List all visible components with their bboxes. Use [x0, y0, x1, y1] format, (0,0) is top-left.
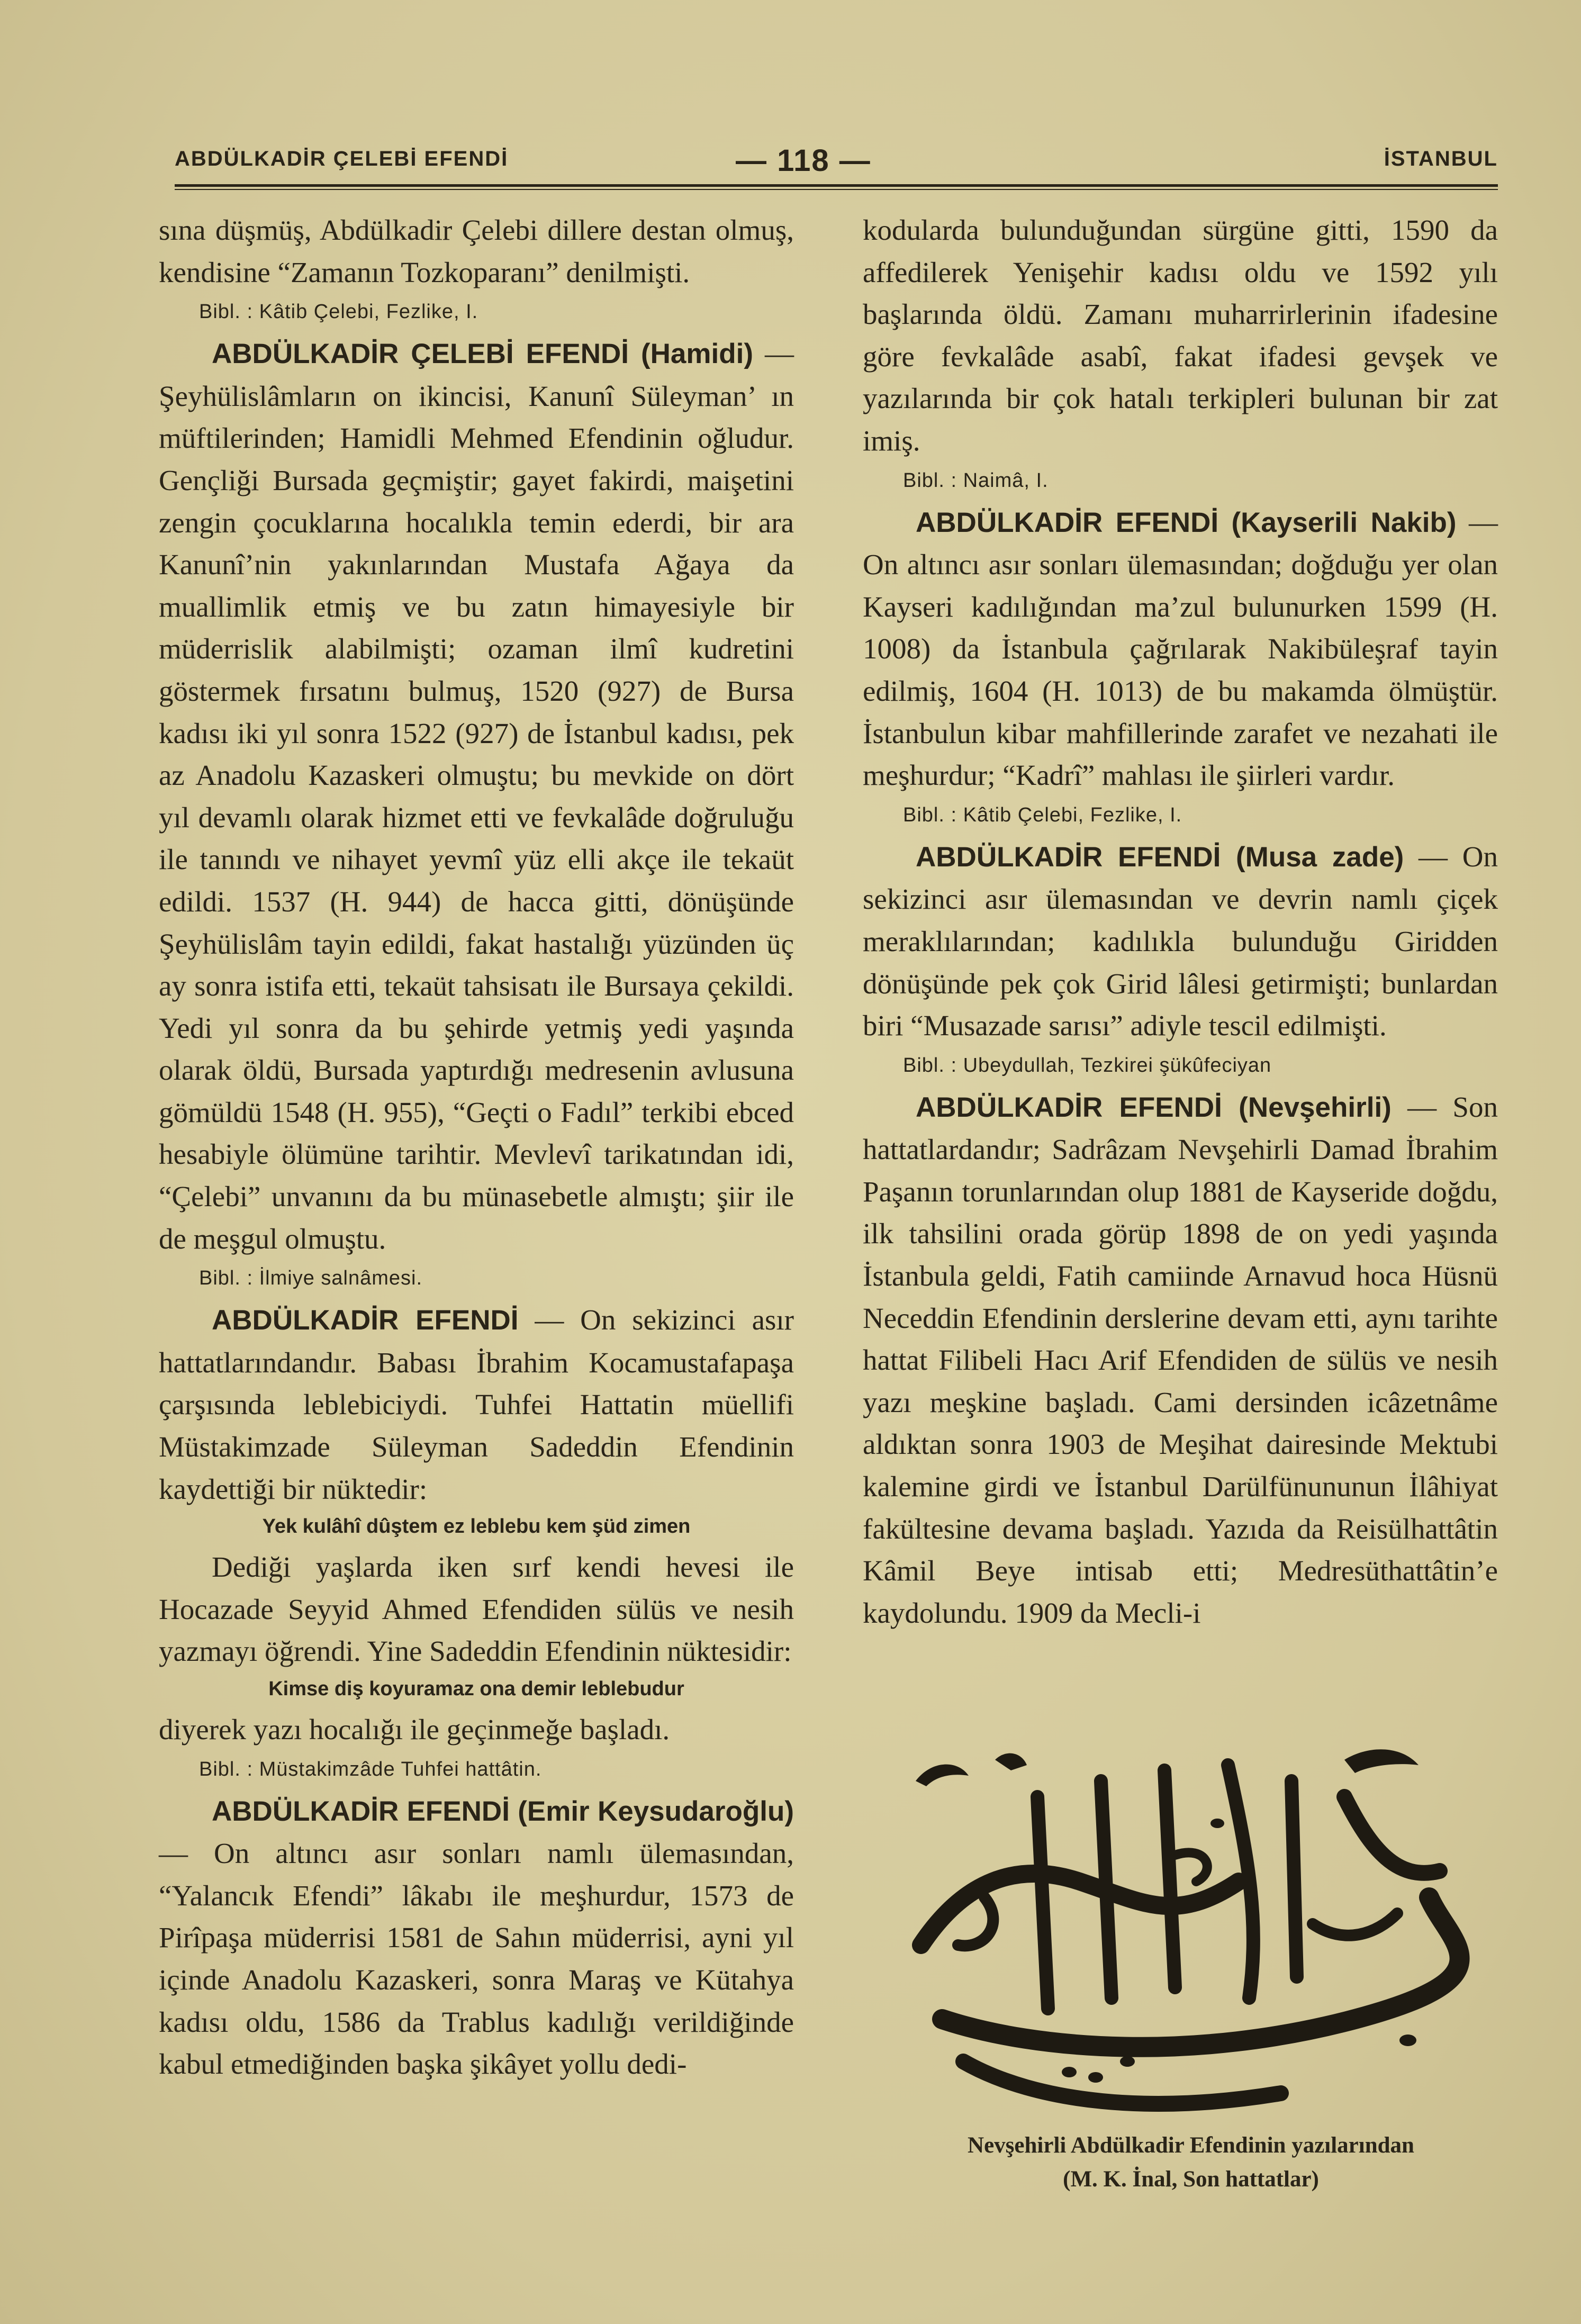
continued-paragraph: sına düşmüş, Abdülkadir Çelebi dillere destan olmuş, kendisine “Zamanın Tozkoparanı” denilmişti. — [159, 214, 794, 288]
bibliography: Bibl. : İlmiye salnâmesi. — [199, 1267, 423, 1290]
entry-heading: ABDÜLKADİR EFENDİ (Emir Keysudaroğlu) — [212, 1795, 794, 1827]
entry-heading: ABDÜLKADİR ÇELEBİ EFENDİ (Hamidi) — [212, 338, 753, 370]
verse-quote: Yek kulâhî dûştem ez leblebu kem şüd zimen — [262, 1515, 691, 1538]
header-rule-thin — [175, 189, 1498, 190]
left-column — [159, 209, 794, 2085]
entry-abdulkadir-emir — [159, 1790, 794, 2085]
entry-abdulkadir-kayserili — [863, 501, 1498, 797]
bibliography: Bibl. : Ubeydullah, Tezkirei şükûfeciyan — [903, 1054, 1272, 1077]
entry-heading: ABDÜLKADİR EFENDİ (Musa zade) — [916, 841, 1404, 873]
entry-abdulkadir-musazade — [863, 836, 1498, 1047]
caption-line: Nevşehirli Abdülkadir Efendinin yazılarından — [968, 2133, 1414, 2158]
verse-quote: Kimse diş koyuramaz ona demir leblebudur — [268, 1678, 684, 1700]
entry-text: — On altıncı asır sonları ülemasından; doğduğu yer olan Kayseri kadılığından ma’zul bulunurken 1599 (H. 1008) da İstanbula çağrılarak Nakibüleşraf tayin edilmiş, 1604 (H. 1013) de bu makamda ölmüştür. İstanbulun kibar mahfillerinde zarafet ve nezahati ile meşhurdur; “Kadrî” mahlası ile şiirleri vardır. — [863, 505, 1498, 792]
right-column — [863, 209, 1498, 1634]
caption-source: (M. K. İnal, Son hattatlar) — [1063, 2167, 1319, 2192]
calligraphy-image — [879, 1723, 1487, 2125]
entry-text-continued: diyerek yazı hocalığı ile geçinmeğe başladı. — [159, 1713, 670, 1746]
header-section: İSTANBUL — [1384, 147, 1498, 170]
continued-paragraph: kodularda bulunduğundan sürgüne gitti, 1590 da affedilerek Yenişehir kadısı oldu ve 1592 yılı başlarında öldü. Zamanı muharrirlerinin ifadesine göre fevkalâde asabî, fakat ifadesi gevşek ve yazılarında bir çok hatalı terkipleri bulunan bir zat imiş. — [863, 214, 1498, 457]
bibliography: Bibl. : Naimâ, I. — [903, 469, 1049, 492]
entry-abdulkadir-celebi — [159, 332, 794, 1260]
entry-text-continued: Dediği yaşlarda iken sırf kendi hevesi ile Hocazade Seyyid Ahmed Efendiden sülüs ve nesih yazmayı öğrendi. Yine Sadeddin Efendinin nüktesidir: — [159, 1551, 794, 1668]
header-title: ABDÜLKADİR ÇELEBİ EFENDİ — [175, 147, 509, 170]
entry-text: — Son hattatlardandır; Sadrâzam Nevşehirli Damad İbrahim Paşanın torunlarından olup 1881 de Kayseride doğdu, ilk tahsilini orada görüp 1898 de on yedi yaşında İstanbula geldi, Fatih camiinde Arnavud hoca Hüsnü Neceddin Efendinin derslerine devam etti, aynı tarihte hattat Filibeli Hacı Arif Efendiden de sülüs ve nesih yazı meşkine başladı. Cami dersinden icâzetnâme aldıktan sonra 1903 de Meşihat dairesinde Mektubi kalemine girdi ve İstanbul Darülfünununun İlâhiyat fakültesine devama başladı. Yazıda da Reisülhattâtin Kâmil Beye intisab etti; Medresüthattâtin’e kaydolundu. 1909 da Mecli-i — [863, 1090, 1498, 1629]
entry-abdulkadir-hattat — [159, 1299, 794, 1510]
bibliography: Bibl. : Kâtib Çelebi, Fezlike, I. — [903, 803, 1182, 826]
figure-caption — [857, 2129, 1524, 2196]
bibliography: Bibl. : Müstakimzâde Tuhfei hattâtin. — [199, 1758, 542, 1780]
entry-heading: ABDÜLKADİR EFENDİ — [212, 1305, 519, 1336]
entry-heading: ABDÜLKADİR EFENDİ (Kayserili Nakib) — [916, 507, 1457, 538]
entry-text: — On altıncı asır sonları namlı ülemasından, “Yalancık Efendi” lâkabı ile meşhurdur, 1573 de Pirîpaşa müderrisi 1581 de Sahın müderrisi, ayni yıl içinde Anadolu Kazaskeri, sonra Maraş ve Kütahya kadısı oldu, 1586 da Trablus kadılığı verildiğinde kabul etmediğinden başka şikâyet yollu dedi- — [159, 1837, 794, 2081]
page-number: — 118 — — [736, 143, 871, 178]
entry-text: — On sekizinci asır hattatlarındandır. Babası İbrahim Kocamustafapaşa çarşısında leblebiciydi. Tuhfei Hattatin müellifi Müstakimzade Süleyman Sadeddin Efendinin kaydettiği bir nüktedir: — [159, 1304, 794, 1505]
header-rule-thick — [175, 184, 1498, 187]
entry-abdulkadir-nevsehirli — [863, 1086, 1498, 1634]
entry-heading: ABDÜLKADİR EFENDİ (Nevşehirli) — [916, 1091, 1392, 1123]
running-header — [175, 143, 1498, 184]
bibliography: Bibl. : Kâtib Çelebi, Fezlike, I. — [199, 301, 478, 323]
entry-text: — On sekizinci asır ülemasından ve devrin namlı çiçek meraklılarından; kadılıkla bulunduğu Giridden dönüşünde pek çok Girid lâlesi getirmişti; bunlardan biri “Musazade sarısı” adiyle tescil edilmişti. — [863, 840, 1498, 1042]
entry-text: — Şeyhülislâmların on ikincisi, Kanunî Süleyman’ ın müftilerinden; Hamidli Mehmed Efendinin oğludur. Gençliği Bursada geçmiştir; gayet fakirdi, maişetini zengin çocuklarına hocalıkla temin ederdi, bir ara Kanunî’nin yakınlarından Mustafa Ağaya da muallimlik etmiş ve bu zatın himayesiyle bir müderrislik alabilmişti; ozaman ilmî kudretini göstermek fırsatını bulmuş, 1520 (927) de Bursa kadısı iki yıl sonra 1522 (927) de İstanbul kadısı, pek az Anadolu Kazaskeri olmuştu; bu mevkide on dört yıl devamlı olarak hizmet etti ve fevkalâde doğruluğu ile tanındı ve nihayet yevmî yüz elli akçe ile tekaüt edildi. 1537 (H. 944) de hacca gitti, dönüşünde Şeyhülislâm tayin edildi, fakat hastalığı yüzünden üç ay sonra istifa etti, tekaüt tahsisatı ile Bursaya çekildi. Yedi yıl sonra da bu şehirde yetmiş yedi yaşında olarak öldü, Bursada yaptırdığı medresenin avlusuna gömüldü 1548 (H. 955), “Geçti o Fadıl” terkibi ebced hesabiyle ölümüne tarihtir. Mevlevî tarikatından idi, “Çelebi” unvanını da bu münasebetle almıştı; şiir ile de meşgul olmuştu. — [159, 337, 794, 1255]
